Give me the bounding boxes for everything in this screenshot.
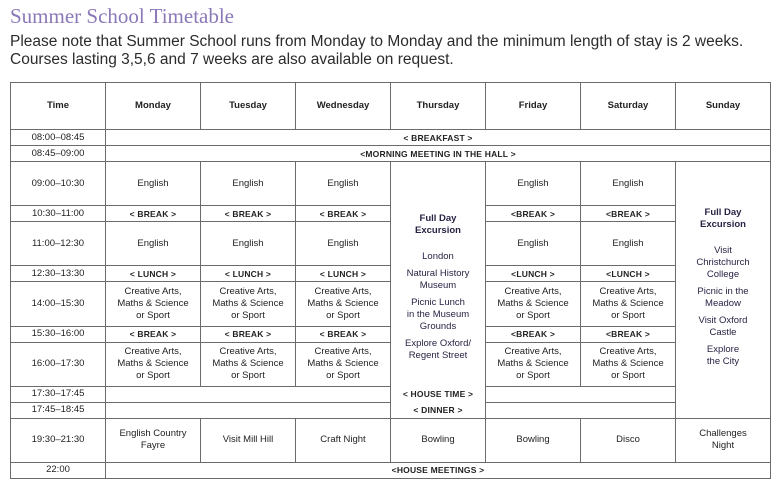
evening-monday: English Country Fayre	[106, 418, 201, 462]
dinner-banner: < DINNER >	[106, 402, 771, 418]
break-cell: < BREAK >	[296, 206, 391, 222]
header-row	[11, 83, 771, 130]
evening-friday: Bowling	[486, 418, 581, 462]
table-row	[11, 146, 771, 162]
lesson-cell: English	[106, 162, 201, 206]
house-time-banner: < HOUSE TIME >	[106, 386, 771, 402]
time-cell: 22:00	[11, 462, 106, 478]
time-cell: 12:30–13:30	[11, 266, 106, 282]
time-cell: 08:00–08:45	[11, 130, 106, 146]
time-cell: 14:00–15:30	[11, 282, 106, 326]
thursday-excursion: Full Day Excursion London Natural History Museum Picnic Lunch in the Museum Grounds Explore Oxford/ Regent Street	[391, 162, 486, 419]
break-cell: < BREAK >	[201, 206, 296, 222]
evening-sunday: Challenges Night	[676, 418, 771, 462]
lunch-cell: < LUNCH >	[106, 266, 201, 282]
break-cell: < BREAK >	[106, 326, 201, 342]
col-header-monday: Monday	[106, 83, 201, 130]
time-cell: 08:45–09:00	[11, 146, 106, 162]
activity-cell: Creative Arts, Maths & Science or Sport	[201, 282, 296, 326]
lesson-cell: English	[486, 162, 581, 206]
lunch-cell: <LUNCH >	[486, 266, 581, 282]
time-cell: 19:30–21:30	[11, 418, 106, 462]
col-header-thursday: Thursday	[391, 83, 486, 130]
col-header-wednesday: Wednesday	[296, 83, 391, 130]
thursday-excursion-title: Full Day Excursion	[415, 212, 461, 236]
activity-cell: Creative Arts, Maths & Science or Sport	[296, 282, 391, 326]
lunch-cell: < LUNCH >	[296, 266, 391, 282]
table-row	[11, 130, 771, 146]
activity-cell: Creative Arts, Maths & Science or Sport	[581, 342, 676, 386]
col-header-friday: Friday	[486, 83, 581, 130]
table-row	[11, 418, 771, 462]
time-cell: 16:00–17:30	[11, 342, 106, 386]
lesson-cell: English	[201, 162, 296, 206]
activity-cell: Creative Arts, Maths & Science or Sport	[201, 342, 296, 386]
break-cell: <BREAK >	[486, 326, 581, 342]
note-line-1: Please note that Summer School runs from Monday to Monday and the minimum length of stay is 2 weeks.	[10, 33, 744, 50]
col-header-saturday: Saturday	[581, 83, 676, 130]
time-cell: 17:30–17:45	[11, 386, 106, 402]
lesson-cell: English	[581, 162, 676, 206]
table-row	[11, 386, 771, 402]
evening-saturday: Disco	[581, 418, 676, 462]
lesson-cell: English	[486, 222, 581, 266]
table-row	[11, 462, 771, 478]
lesson-cell: English	[581, 222, 676, 266]
evening-wednesday: Craft Night	[296, 418, 391, 462]
breakfast-banner: < BREAKFAST >	[106, 130, 771, 146]
house-meetings-banner: <HOUSE MEETINGS >	[106, 462, 771, 478]
intro-note	[10, 33, 743, 69]
break-cell: < BREAK >	[296, 326, 391, 342]
time-cell: 15:30–16:00	[11, 326, 106, 342]
lunch-cell: <LUNCH >	[581, 266, 676, 282]
activity-cell: Creative Arts, Maths & Science or Sport	[106, 282, 201, 326]
evening-thursday: Bowling	[391, 418, 486, 462]
activity-cell: Creative Arts, Maths & Science or Sport	[486, 282, 581, 326]
sunday-excursion: Full Day Excursion Visit Christchurch College Picnic in the Meadow Visit Oxford Castle Explore the City	[676, 162, 771, 419]
time-cell: 17:45–18:45	[11, 402, 106, 418]
activity-cell: Creative Arts, Maths & Science or Sport	[106, 342, 201, 386]
morning-meeting-banner: <MORNING MEETING IN THE HALL >	[106, 146, 771, 162]
break-cell: <BREAK >	[486, 206, 581, 222]
activity-cell: Creative Arts, Maths & Science or Sport	[296, 342, 391, 386]
break-cell: <BREAK >	[581, 326, 676, 342]
col-header-time: Time	[11, 83, 106, 130]
break-cell: < BREAK >	[201, 326, 296, 342]
activity-cell: Creative Arts, Maths & Science or Sport	[486, 342, 581, 386]
lesson-cell: English	[106, 222, 201, 266]
time-cell: 10:30–11:00	[11, 206, 106, 222]
page-title: Summer School Timetable	[10, 4, 235, 28]
time-cell: 11:00–12:30	[11, 222, 106, 266]
table-row	[11, 162, 771, 206]
break-cell: <BREAK >	[581, 206, 676, 222]
break-cell: < BREAK >	[106, 206, 201, 222]
note-line-2: Courses lasting 3,5,6 and 7 weeks are also available on request.	[10, 51, 454, 68]
timetable	[10, 82, 771, 479]
lesson-cell: English	[201, 222, 296, 266]
time-cell: 09:00–10:30	[11, 162, 106, 206]
sunday-excursion-title: Full Day Excursion	[700, 206, 746, 230]
lesson-cell: English	[296, 162, 391, 206]
evening-tuesday: Visit Mill Hill	[201, 418, 296, 462]
col-header-tuesday: Tuesday	[201, 83, 296, 130]
table-row	[11, 402, 771, 418]
activity-cell: Creative Arts, Maths & Science or Sport	[581, 282, 676, 326]
lunch-cell: < LUNCH >	[201, 266, 296, 282]
col-header-sunday: Sunday	[676, 83, 771, 130]
lesson-cell: English	[296, 222, 391, 266]
